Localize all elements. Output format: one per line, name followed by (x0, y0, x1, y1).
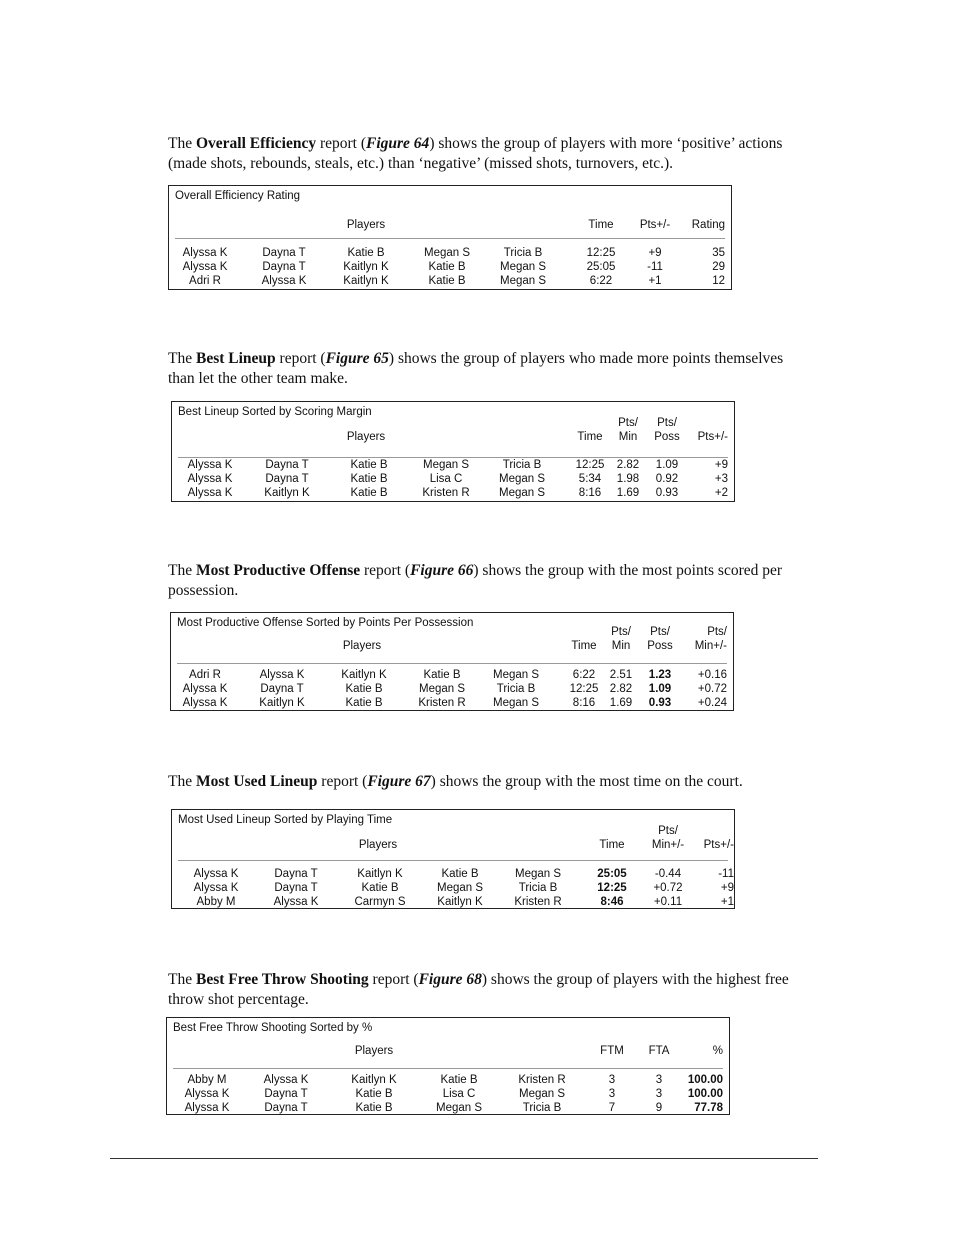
player-cell: Megan S (498, 473, 546, 485)
player-cell: Alyssa K (182, 683, 228, 695)
player-cell: Dayna T (274, 882, 318, 894)
stat-cell: 1.09 (648, 683, 672, 695)
stat-cell: 8:46 (600, 896, 624, 908)
player-cell: Megan S (418, 683, 466, 695)
player-cell: Katie B (347, 247, 385, 259)
player-cell: Tricia B (522, 1102, 562, 1114)
figure-ref: Figure 66 (410, 562, 474, 579)
stat-cell: 3 (608, 1074, 616, 1086)
stat-cell: 1.23 (648, 669, 672, 681)
players-header: Players (342, 640, 382, 652)
table-title: Best Lineup Sorted by Scoring Margin (178, 406, 372, 418)
player-cell: Katie B (441, 868, 479, 880)
player-cell: Megan S (436, 882, 484, 894)
figure-best-free-throw-table (166, 1017, 730, 1115)
column-header: FTA (648, 1045, 670, 1057)
player-cell: Alyssa K (273, 896, 319, 908)
player-cell: Megan S (423, 247, 471, 259)
column-header-top: Pts/ (611, 626, 631, 638)
column-header: Min+/- (651, 839, 685, 851)
stat-cell: 0.92 (655, 473, 679, 485)
player-cell: Katie B (428, 261, 466, 273)
player-cell: Megan S (499, 261, 547, 273)
column-header: % (712, 1045, 723, 1057)
player-cell: Alyssa K (184, 1102, 230, 1114)
paragraph-overall-efficiency: The Overall Efficiency report (Figure 64) shows the group of players with more ‘positive’ actions (made shots, rebounds, steals, etc.) than ‘negative’ (missed shots, turnovers, etc.). (168, 135, 783, 172)
player-cell: Kristen R (418, 697, 466, 709)
column-header: FTM (600, 1045, 624, 1057)
stat-cell: 1.69 (609, 697, 633, 709)
stat-cell: 5:34 (578, 473, 602, 485)
table-title: Best Free Throw Shooting Sorted by % (173, 1022, 373, 1034)
player-cell: Alyssa K (193, 868, 239, 880)
stat-cell: +2 (714, 487, 728, 499)
player-cell: Alyssa K (193, 882, 239, 894)
player-cell: Kaitlyn K (341, 669, 387, 681)
player-cell: Katie B (428, 275, 466, 287)
player-cell: Dayna T (265, 473, 309, 485)
figure-ref: Figure 67 (367, 773, 431, 790)
player-cell: Megan S (498, 487, 546, 499)
stat-cell: 12:25 (597, 882, 627, 894)
stat-cell: 35 (712, 247, 725, 259)
footer-rule (110, 1158, 818, 1159)
figure-most-productive-offense-table (170, 612, 734, 711)
column-header: Rating (691, 219, 725, 231)
player-cell: Alyssa K (182, 247, 228, 259)
stat-cell: 3 (655, 1074, 663, 1086)
player-cell: Katie B (355, 1088, 393, 1100)
player-cell: Kristen R (514, 896, 562, 908)
paragraph-most-productive-offense: The Most Productive Offense report (Figure 66) shows the group with the most points scored per possession. (168, 562, 783, 599)
header-separator (173, 1068, 723, 1069)
figure-overall-efficiency-table (168, 185, 732, 290)
player-cell: Tricia B (503, 247, 543, 259)
header-separator (175, 238, 725, 239)
stat-cell: 29 (712, 261, 725, 273)
stat-cell: 8:16 (578, 487, 602, 499)
column-header: Min (611, 640, 631, 652)
column-header: Poss (654, 431, 680, 443)
column-header: Pts+/- (703, 839, 734, 851)
stat-cell: 12:25 (569, 683, 599, 695)
player-cell: Kaitlyn K (357, 868, 403, 880)
stat-cell: 0.93 (648, 697, 672, 709)
column-header-top: Pts/ (707, 626, 727, 638)
players-header: Players (346, 431, 386, 443)
stat-cell: +9 (648, 247, 662, 259)
stat-cell: 1.98 (616, 473, 640, 485)
player-cell: Alyssa K (182, 697, 228, 709)
column-header-top: Pts/ (657, 417, 677, 429)
player-cell: Tricia B (502, 459, 542, 471)
stat-cell: +1 (720, 896, 734, 908)
column-header: Time (588, 219, 614, 231)
player-cell: Katie B (440, 1074, 478, 1086)
report-name: Best Lineup (195, 350, 276, 367)
player-cell: Tricia B (496, 683, 536, 695)
player-cell: Alyssa K (187, 473, 233, 485)
stat-cell: +0.72 (697, 683, 727, 695)
stat-cell: 12:25 (586, 247, 616, 259)
player-cell: Alyssa K (182, 261, 228, 273)
figure-most-used-lineup-table (171, 809, 735, 909)
stat-cell: 3 (608, 1088, 616, 1100)
stat-cell: -0.44 (654, 868, 682, 880)
stat-cell: 1.09 (655, 459, 679, 471)
report-name: Overall Efficiency (195, 135, 317, 152)
player-cell: Kristen R (518, 1074, 566, 1086)
player-cell: Katie B (350, 487, 388, 499)
player-cell: Abby M (187, 1074, 227, 1086)
stat-cell: +9 (714, 459, 728, 471)
stat-cell: 12:25 (575, 459, 605, 471)
header-separator (177, 663, 727, 664)
player-cell: Kaitlyn K (437, 896, 483, 908)
stat-cell: 6:22 (589, 275, 613, 287)
stat-cell: 2.51 (609, 669, 633, 681)
report-name: Most Used Lineup (195, 773, 318, 790)
table-title: Most Productive Offense Sorted by Points Per Possession (177, 617, 474, 629)
player-cell: Megan S (492, 669, 540, 681)
paragraph-best-free-throw: The Best Free Throw Shooting report (Figure 68) shows the group of players with the highest free throw shot percentage. (168, 971, 789, 1008)
player-cell: Kaitlyn K (343, 275, 389, 287)
paragraph-best-lineup: The Best Lineup report (Figure 65) shows the group of players who made more points themselves than let the other team make. (168, 350, 784, 387)
player-cell: Adri R (189, 669, 221, 681)
player-cell: Megan S (422, 459, 470, 471)
column-header: Poss (647, 640, 673, 652)
paragraph-most-used-lineup: The Most Used Lineup report (Figure 67) shows the group with the most time on the court. (168, 773, 743, 790)
player-cell: Megan S (514, 868, 562, 880)
player-cell: Dayna T (262, 261, 306, 273)
player-cell: Katie B (345, 697, 383, 709)
stat-cell: 3 (655, 1088, 663, 1100)
figure-best-lineup-table (171, 401, 735, 502)
player-cell: Dayna T (264, 1088, 308, 1100)
player-cell: Lisa C (429, 473, 463, 485)
player-cell: Dayna T (265, 459, 309, 471)
column-header: Pts+/- (697, 431, 728, 443)
stat-cell: -11 (647, 261, 663, 273)
players-header: Players (354, 1045, 394, 1057)
player-cell: Alyssa K (263, 1074, 309, 1086)
stat-cell: 25:05 (586, 261, 616, 273)
column-header-top: Pts/ (618, 417, 638, 429)
player-cell: Katie B (345, 683, 383, 695)
stat-cell: 25:05 (597, 868, 627, 880)
player-cell: Kaitlyn K (264, 487, 310, 499)
stat-cell: +9 (720, 882, 734, 894)
report-name: Best Free Throw Shooting (195, 971, 369, 988)
players-header: Players (358, 839, 398, 851)
figure-ref: Figure 65 (325, 350, 389, 367)
column-header: Time (599, 839, 625, 851)
player-cell: Katie B (350, 459, 388, 471)
player-cell: Alyssa K (184, 1088, 230, 1100)
stat-cell: +0.24 (697, 697, 727, 709)
player-cell: Carmyn S (354, 896, 406, 908)
column-header: Min (618, 431, 638, 443)
player-cell: Katie B (355, 1102, 393, 1114)
player-cell: Abby M (196, 896, 236, 908)
stat-cell: +0.16 (697, 669, 727, 681)
stat-cell: 77.78 (694, 1102, 723, 1114)
player-cell: Alyssa K (261, 275, 307, 287)
stat-cell: 1.69 (616, 487, 640, 499)
figure-ref: Figure 64 (366, 135, 430, 152)
report-name: Most Productive Offense (195, 562, 361, 579)
table-title: Overall Efficiency Rating (175, 190, 301, 202)
header-separator (178, 860, 728, 861)
stat-cell: 9 (655, 1102, 663, 1114)
player-cell: Dayna T (264, 1102, 308, 1114)
player-cell: Megan S (518, 1088, 566, 1100)
stat-cell: 0.93 (655, 487, 679, 499)
player-cell: Kaitlyn K (351, 1074, 397, 1086)
column-header-top: Pts/ (658, 825, 678, 837)
stat-cell: -11 (718, 868, 734, 880)
column-header: Time (571, 640, 597, 652)
player-cell: Alyssa K (187, 459, 233, 471)
stat-cell: +3 (714, 473, 728, 485)
stat-cell: 100.00 (687, 1088, 723, 1100)
player-cell: Adri R (189, 275, 221, 287)
column-header: Pts+/- (639, 219, 671, 231)
player-cell: Megan S (499, 275, 547, 287)
player-cell: Kaitlyn K (343, 261, 389, 273)
stat-cell: +0.72 (653, 882, 683, 894)
player-cell: Megan S (492, 697, 540, 709)
player-cell: Katie B (350, 473, 388, 485)
player-cell: Megan S (435, 1102, 483, 1114)
stat-cell: +0.11 (653, 896, 683, 908)
stat-cell: 100.00 (687, 1074, 723, 1086)
table-title: Most Used Lineup Sorted by Playing Time (178, 814, 393, 826)
stat-cell: 6:22 (572, 669, 596, 681)
players-header: Players (346, 219, 386, 231)
column-header: Time (577, 431, 603, 443)
column-header: Min+/- (694, 640, 727, 652)
stat-cell: 12 (712, 275, 725, 287)
column-header-top: Pts/ (650, 626, 670, 638)
stat-cell: 7 (608, 1102, 616, 1114)
figure-ref: Figure 68 (418, 971, 482, 988)
stat-cell: 8:16 (572, 697, 596, 709)
stat-cell: +1 (648, 275, 662, 287)
player-cell: Dayna T (260, 683, 304, 695)
player-cell: Tricia B (518, 882, 558, 894)
player-cell: Dayna T (274, 868, 318, 880)
stat-cell: 2.82 (609, 683, 633, 695)
player-cell: Dayna T (262, 247, 306, 259)
player-cell: Alyssa K (259, 669, 305, 681)
player-cell: Kristen R (422, 487, 470, 499)
player-cell: Lisa C (442, 1088, 476, 1100)
player-cell: Kaitlyn K (259, 697, 305, 709)
player-cell: Katie B (361, 882, 399, 894)
player-cell: Alyssa K (187, 487, 233, 499)
stat-cell: 2.82 (616, 459, 640, 471)
player-cell: Katie B (423, 669, 461, 681)
